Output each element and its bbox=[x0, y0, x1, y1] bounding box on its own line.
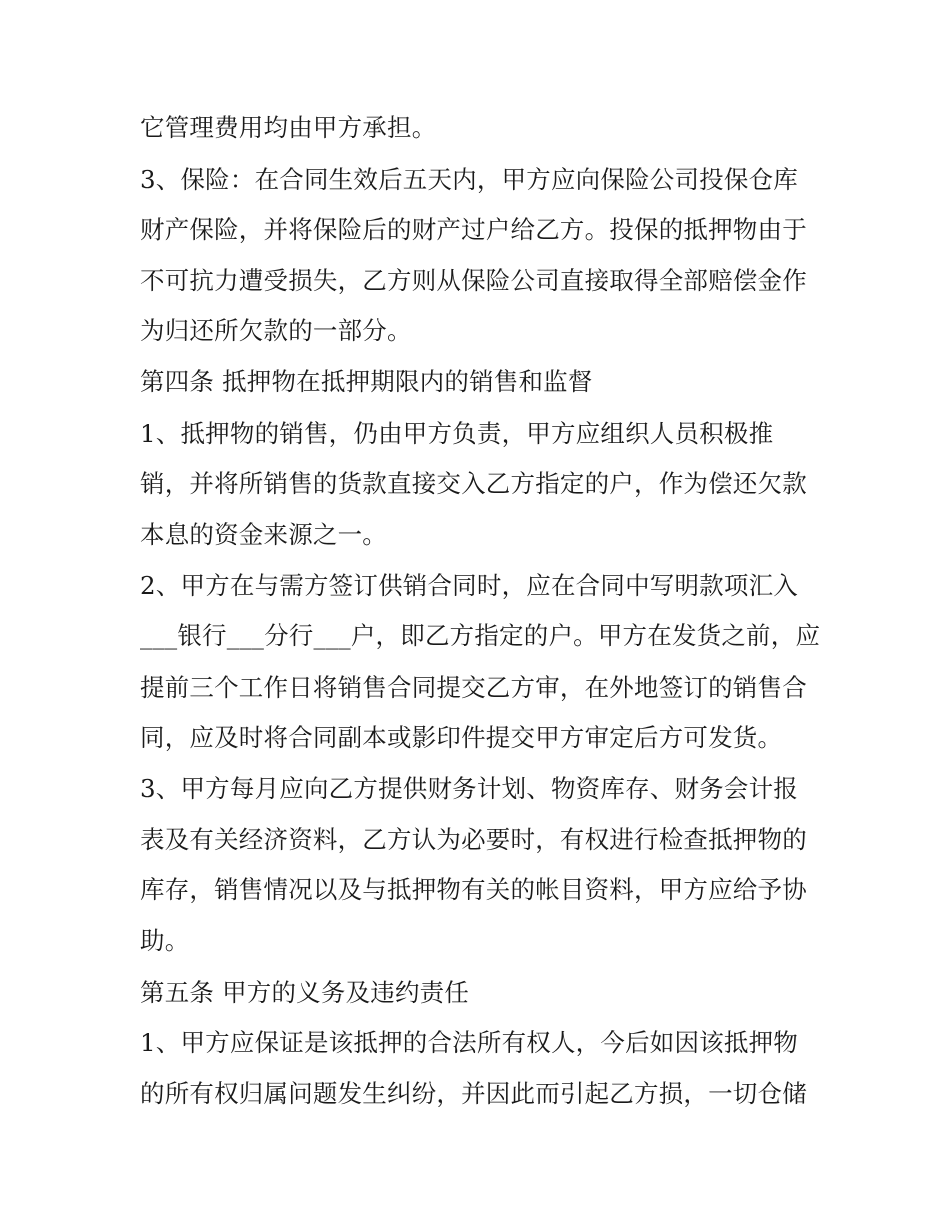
section-heading: 第四条 抵押物在抵押期限内的销售和监督 bbox=[140, 367, 593, 396]
text-line: 本息的资金来源之一。 bbox=[140, 520, 387, 549]
text-line: 1、抵押物的销售，仍由甲方负责，甲方应组织人员积极推 bbox=[140, 419, 774, 448]
text-line: 为归还所欠款的一部分。 bbox=[140, 316, 412, 345]
text-line: 助。 bbox=[140, 926, 190, 955]
text-line: 财产保险，并将保险后的财产过户给乙方。投保的抵押物由于 bbox=[140, 215, 807, 244]
text-line: ___银行___分行___户，即乙方指定的户。甲方在发货之前，应 bbox=[140, 621, 821, 650]
text-line: 3、甲方每月应向乙方提供财务计划、物资库存、财务会计报 bbox=[140, 774, 798, 803]
section-heading: 第五条 甲方的义务及违约责任 bbox=[140, 978, 470, 1007]
text-line: 不可抗力遭受损失，乙方则从保险公司直接取得全部赔偿金作 bbox=[140, 266, 807, 295]
text-line: 3、保险：在合同生效后五天内，甲方应向保险公司投保仓库 bbox=[140, 165, 798, 194]
text-line: 表及有关经济资料，乙方认为必要时，有权进行检查抵押物的 bbox=[140, 825, 807, 854]
text-line: 库存，销售情况以及与抵押物有关的帐目资料，甲方应给予协 bbox=[140, 875, 807, 904]
text-line: 销，并将所销售的货款直接交入乙方指定的户，作为偿还欠款 bbox=[140, 469, 807, 498]
text-line: 1、甲方应保证是该抵押的合法所有权人，今后如因该抵押物 bbox=[140, 1028, 798, 1057]
text-line: 的所有权归属问题发生纠纷，并因此而引起乙方损，一切仓储 bbox=[140, 1079, 807, 1108]
text-line: 同，应及时将合同副本或影印件提交甲方审定后方可发货。 bbox=[140, 723, 783, 752]
text-line: 它管理费用均由甲方承担。 bbox=[140, 113, 437, 142]
text-line: 2、甲方在与需方签订供销合同时，应在合同中写明款项汇入 bbox=[140, 571, 798, 600]
text-line: 提前三个工作日将销售合同提交乙方审，在外地签订的销售合 bbox=[140, 673, 807, 702]
